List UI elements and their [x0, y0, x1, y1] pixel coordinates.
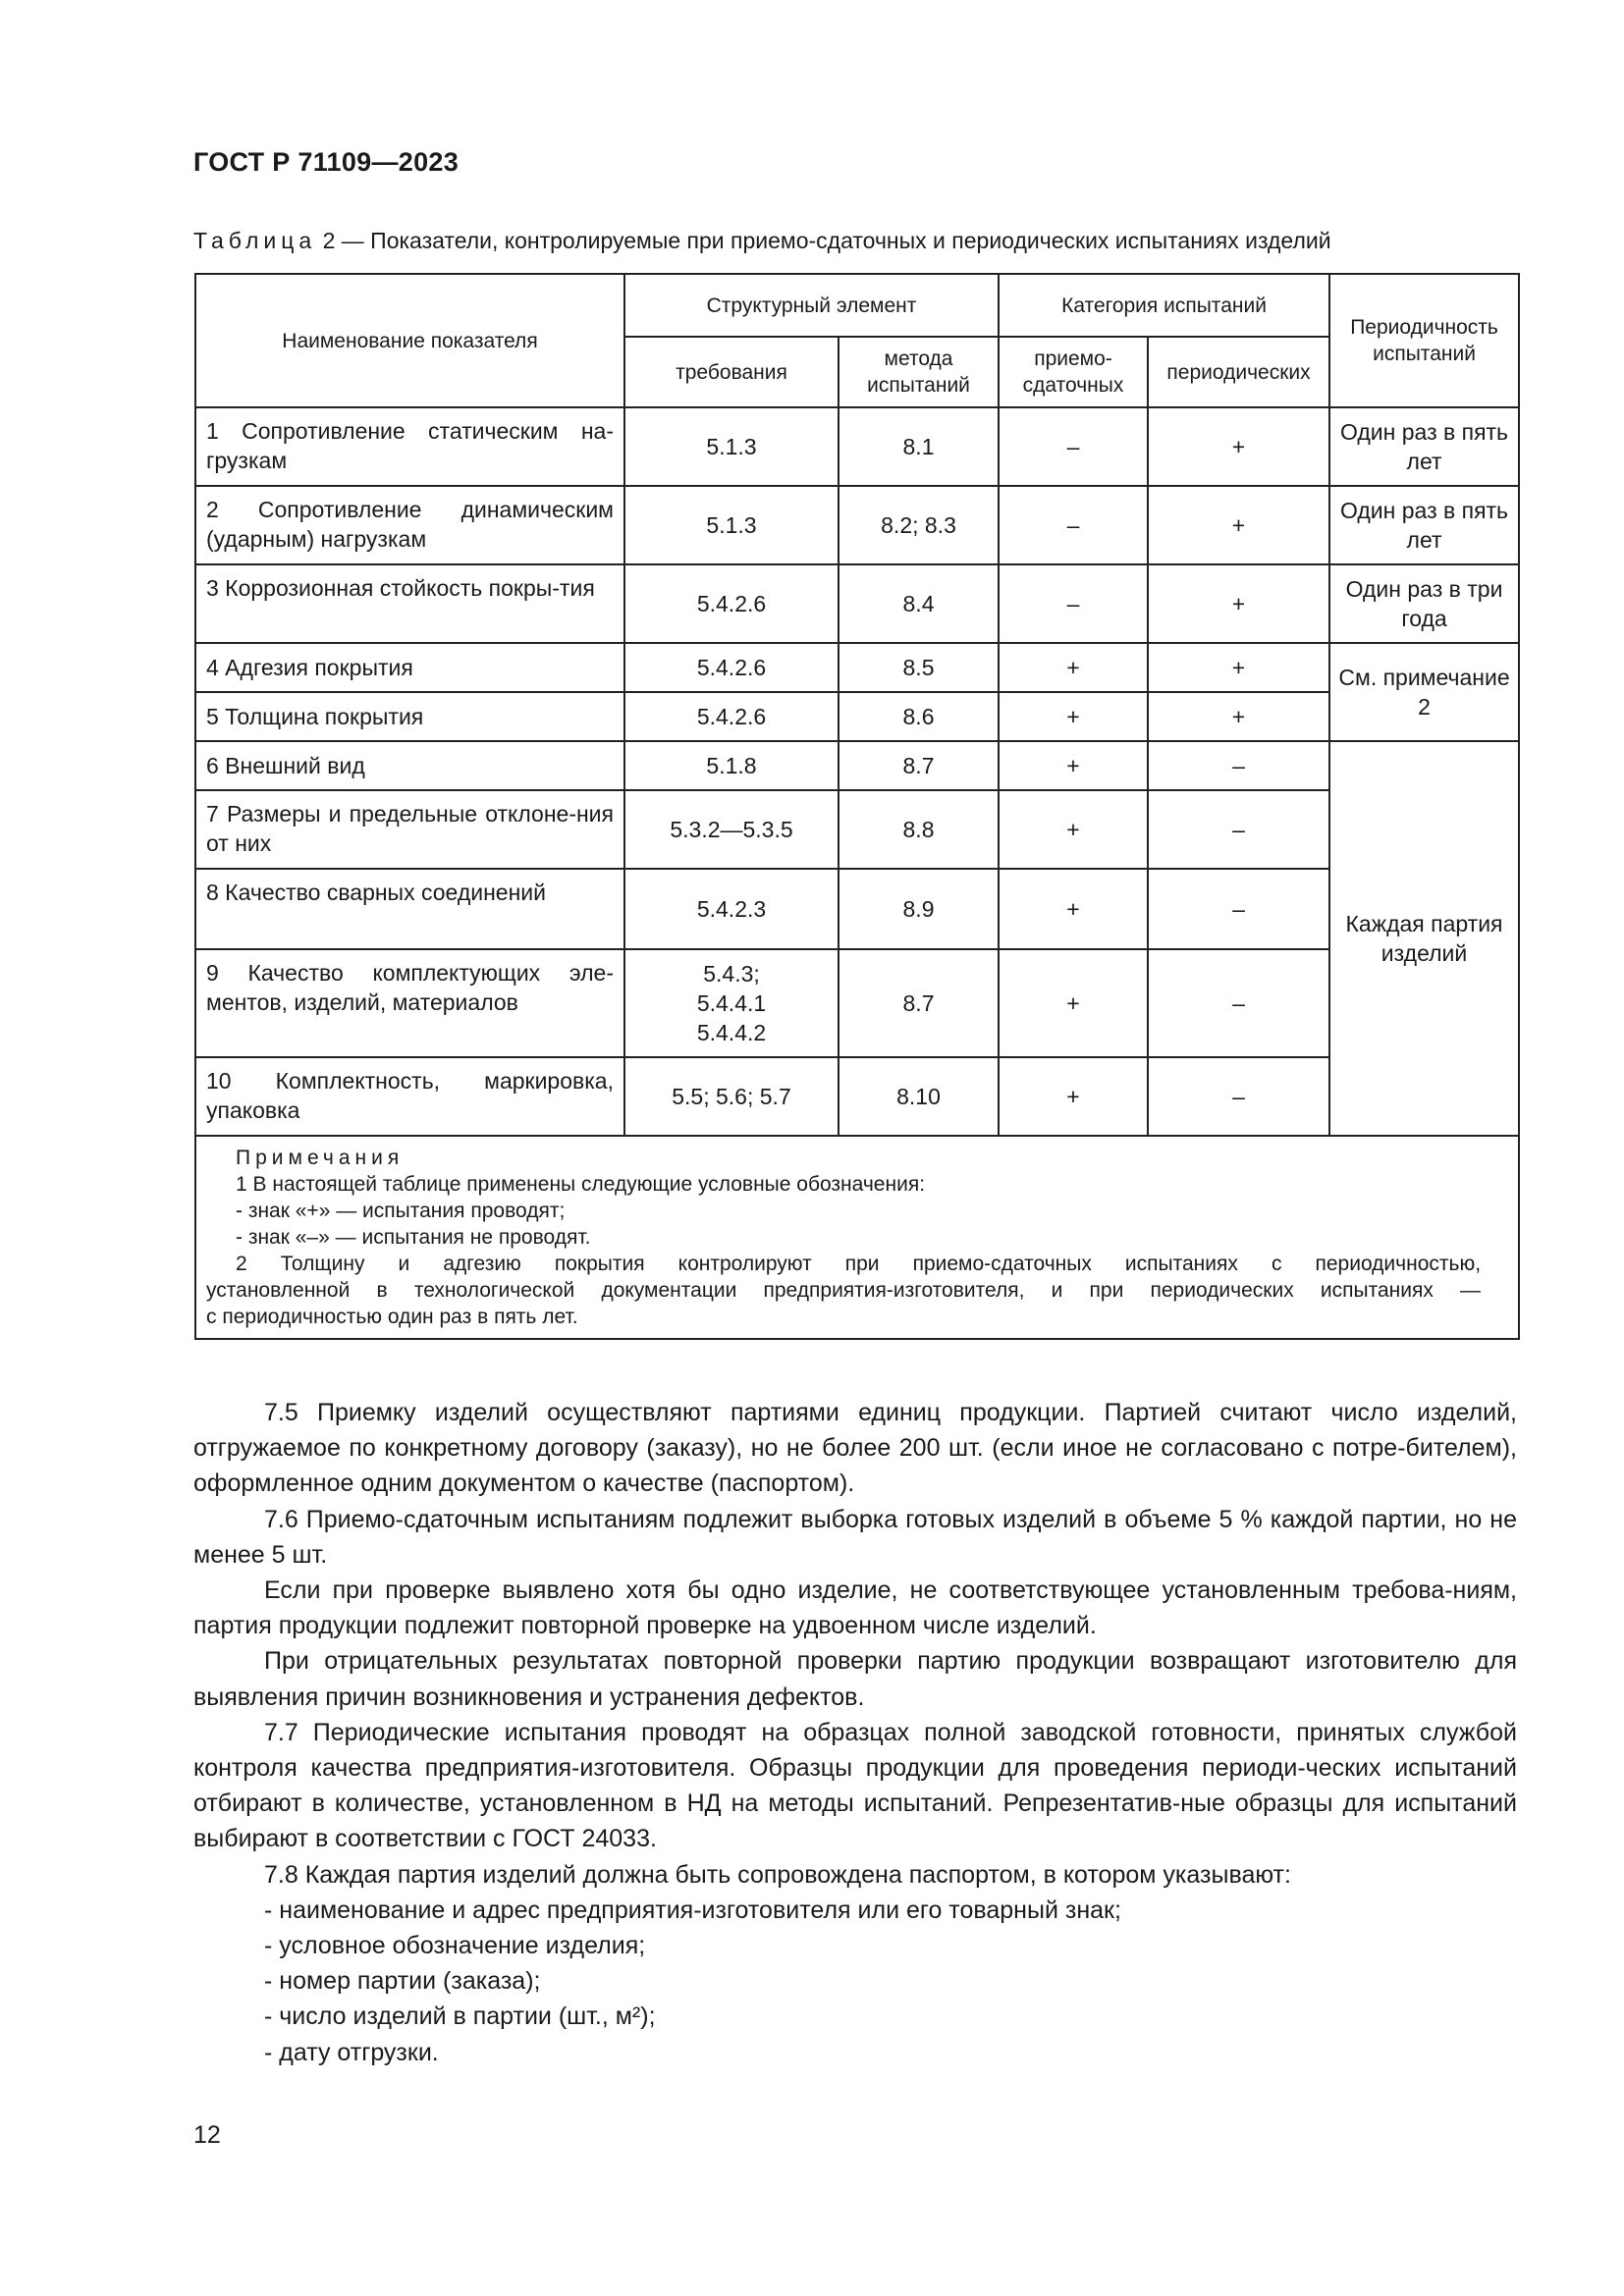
table-row: [195, 692, 1519, 741]
list-item: - число изделий в партии (шт., м²);: [264, 2002, 656, 2031]
row-accept: +: [999, 643, 1148, 692]
paragraph-7-6-b: Если при проверке выявлено хотя бы одно изделие, не соответствующее установленным требова-ниям, партия продукции подлежит повторной проверке на удвоенном числе изделий.: [193, 1576, 1517, 1640]
row-period: +: [1148, 643, 1329, 692]
row-name: 3 Коррозионная стойкость покры-тия: [195, 564, 624, 643]
row-method: 8.9: [839, 869, 999, 949]
table-notes: [195, 1136, 1519, 1339]
table-row: [195, 869, 1519, 949]
indicators-table: [194, 273, 1520, 1340]
list-item: - номер партии (заказа);: [264, 1967, 541, 1996]
row-req: 5.1.3: [624, 486, 839, 564]
table-row: [195, 643, 1519, 692]
table-caption-number: 2 —: [316, 228, 371, 253]
row-req: 5.3.2—5.3.5: [624, 790, 839, 869]
header-struct-method: метода испытаний: [839, 337, 999, 407]
row-method: 8.1: [839, 407, 999, 486]
row-period: +: [1148, 407, 1329, 486]
table-row: [195, 741, 1519, 790]
row-name: 5 Толщина покрытия: [195, 692, 624, 741]
header-cat-period: периодических: [1148, 337, 1329, 407]
row-req: 5.1.8: [624, 741, 839, 790]
table-caption: [193, 228, 1331, 254]
note-1a: - знак «+» — испытания проводят;: [236, 1200, 566, 1222]
row-period: +: [1148, 692, 1329, 741]
note-1b: - знак «–» — испытания не проводят.: [236, 1226, 591, 1249]
paragraph-7-8: 7.8 Каждая партия изделий должна быть сопровождена паспортом, в котором указывают:: [264, 1860, 1291, 1889]
header-periodicity: Периодичность испытаний: [1329, 274, 1519, 407]
note-2-line-1: 2 Толщину и адгезию покрытия контролируют при приемо-сдаточных испытаниях с периодичностью,: [236, 1253, 1482, 1275]
row-method: 8.4: [839, 564, 999, 643]
header-struct: Структурный элемент: [624, 274, 999, 337]
row-periodicity: Один раз в пять лет: [1329, 407, 1519, 486]
row-req: 5.4.2.3: [624, 869, 839, 949]
row-period: –: [1148, 869, 1329, 949]
row-accept: +: [999, 1057, 1148, 1136]
row-accept: –: [999, 407, 1148, 486]
row-name: 1 Сопротивление статическим на-грузкам: [195, 407, 624, 486]
row-periodicity: Каждая партия изделий: [1329, 741, 1519, 1136]
header-struct-req: требования: [624, 337, 839, 407]
row-name: 6 Внешний вид: [195, 741, 624, 790]
table-row: [195, 407, 1519, 486]
table-row: [195, 1057, 1519, 1136]
paragraph-7-5: 7.5 Приемку изделий осуществляют партиями единиц продукции. Партией считают число изделий, отгружаемое по конкретному договору (заказу), но не более 200 шт. (если иное не согласовано с потре-бителем), оформленное одним документом о качестве (паспортом).: [193, 1399, 1517, 1498]
table-row: [195, 949, 1519, 1057]
note-2-line-2: установленной в технологической документации предприятия-изготовителя, и при периодических испытаниях —: [206, 1279, 1482, 1302]
body-text: [193, 1395, 1517, 2070]
row-period: +: [1148, 564, 1329, 643]
table-caption-title: Показатели, контролируемые при приемо-сдаточных и периодических испытаниях изделий: [370, 228, 1331, 253]
row-method: 8.6: [839, 692, 999, 741]
table-row: [195, 564, 1519, 643]
row-method: 8.10: [839, 1057, 999, 1136]
row-period: +: [1148, 486, 1329, 564]
row-name: 4 Адгезия покрытия: [195, 643, 624, 692]
row-accept: +: [999, 692, 1148, 741]
table-notes-row: [195, 1136, 1519, 1339]
header-category: Категория испытаний: [999, 274, 1329, 337]
row-period: –: [1148, 1057, 1329, 1136]
row-req: 5.4.2.6: [624, 692, 839, 741]
row-accept: +: [999, 869, 1148, 949]
paragraph-7-6: 7.6 Приемо-сдаточным испытаниям подлежит выборка готовых изделий в объеме 5 % каждой партии, но не менее 5 шт.: [193, 1505, 1517, 1569]
row-req: 5.4.2.6: [624, 564, 839, 643]
row-periodicity: Один раз в три года: [1329, 564, 1519, 643]
row-name: 9 Качество комплектующих эле-ментов, изделий, материалов: [195, 949, 624, 1057]
row-accept: +: [999, 949, 1148, 1057]
row-period: –: [1148, 741, 1329, 790]
row-method: 8.5: [839, 643, 999, 692]
list-item: - наименование и адрес предприятия-изготовителя или его товарный знак;: [264, 1896, 1121, 1924]
header-name: Наименование показателя: [195, 274, 624, 407]
row-periodicity: См. примечание 2: [1329, 643, 1519, 741]
note-2-line-3: с периодичностью один раз в пять лет.: [206, 1306, 578, 1328]
row-periodicity: Один раз в пять лет: [1329, 486, 1519, 564]
row-req: 5.5; 5.6; 5.7: [624, 1057, 839, 1136]
table-caption-label: Таблица: [193, 228, 317, 253]
page-number: 12: [193, 2121, 221, 2149]
row-period: –: [1148, 790, 1329, 869]
row-accept: +: [999, 741, 1148, 790]
row-accept: –: [999, 486, 1148, 564]
row-period: –: [1148, 949, 1329, 1057]
note-1: 1 В настоящей таблице применены следующие условные обозначения:: [236, 1173, 926, 1196]
row-req: 5.4.3; 5.4.4.1 5.4.4.2: [624, 949, 839, 1057]
row-name: 10 Комплектность, маркировка, упаковка: [195, 1057, 624, 1136]
paragraph-7-6-c: При отрицательных результатах повторной проверки партию продукции возвращают изготовителю для выявления причин возникновения и устранения дефектов.: [193, 1647, 1517, 1711]
row-method: 8.8: [839, 790, 999, 869]
list-item: - дату отгрузки.: [264, 2038, 439, 2066]
document-code: ГОСТ Р 71109—2023: [193, 147, 460, 177]
row-accept: +: [999, 790, 1148, 869]
paragraph-7-7: 7.7 Периодические испытания проводят на образцах полной заводской готовности, принятых службой контроля качества предприятия-изготовителя. Образцы продукции для проведения периоди-ческих испытаний отбирают в количестве, установленном в НД на методы испытаний. Репрезентатив-ные образцы для испытаний выбирают в соответствии с ГОСТ 24033.: [193, 1718, 1517, 1853]
row-name: 7 Размеры и предельные отклоне-ния от них: [195, 790, 624, 869]
list-item: - условное обозначение изделия;: [264, 1932, 646, 1960]
row-method: 8.7: [839, 741, 999, 790]
row-accept: –: [999, 564, 1148, 643]
row-method: 8.7: [839, 949, 999, 1057]
row-req: 5.4.2.6: [624, 643, 839, 692]
table-row: [195, 486, 1519, 564]
table-row: [195, 790, 1519, 869]
row-method: 8.2; 8.3: [839, 486, 999, 564]
row-name: 8 Качество сварных соединений: [195, 869, 624, 949]
notes-heading: Примечания: [236, 1147, 405, 1169]
row-name: 2 Сопротивление динамическим (ударным) нагрузкам: [195, 486, 624, 564]
header-cat-accept: приемо-сдаточных: [999, 337, 1148, 407]
row-req: 5.1.3: [624, 407, 839, 486]
